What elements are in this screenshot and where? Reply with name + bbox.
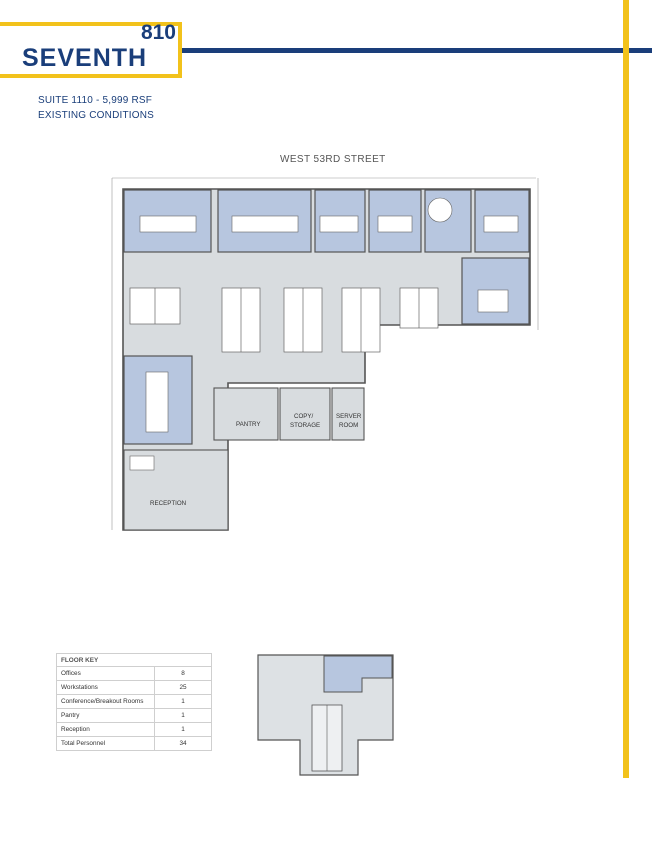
floor-key-label: Workstations	[57, 681, 155, 695]
key-plan	[258, 655, 393, 775]
floor-key-label: Total Personnel	[57, 737, 155, 751]
server-label-1: SERVER	[336, 413, 362, 420]
floor-key-value: 1	[155, 723, 212, 737]
table-row	[57, 723, 212, 737]
floor-key-label: Conference/Breakout Rooms	[57, 695, 155, 709]
table-row	[57, 681, 212, 695]
logo-wordmark: SEVENTH	[22, 44, 148, 72]
floor-key-value: 34	[155, 737, 212, 751]
pantry-label: PANTRY	[236, 421, 261, 428]
floor-key-value: 1	[155, 695, 212, 709]
floor-key-title: FLOOR KEY	[57, 654, 212, 667]
floor-key-value: 1	[155, 709, 212, 723]
floor-key-header	[57, 654, 212, 667]
floor-key-value: 8	[155, 667, 212, 681]
table-row	[57, 737, 212, 751]
table-row	[57, 667, 212, 681]
suite-title: SUITE 1110 - 5,999 RSF	[38, 95, 153, 106]
table-row	[57, 695, 212, 709]
logo-number: 810	[140, 21, 176, 44]
floor-key-table	[56, 653, 212, 751]
copy-label-2: STORAGE	[290, 422, 321, 429]
floor-key-label: Pantry	[57, 709, 155, 723]
floor-key-label: Reception	[57, 723, 155, 737]
table-row	[57, 709, 212, 723]
reception-label: RECEPTION	[150, 500, 187, 507]
floor-key-value: 25	[155, 681, 212, 695]
server-label-2: ROOM	[339, 422, 359, 429]
copy-label-1: COPY/	[294, 413, 314, 420]
suite-subtitle: EXISTING CONDITIONS	[38, 110, 155, 121]
street-label: WEST 53RD STREET	[280, 154, 386, 165]
floor-key-label: Offices	[57, 667, 155, 681]
